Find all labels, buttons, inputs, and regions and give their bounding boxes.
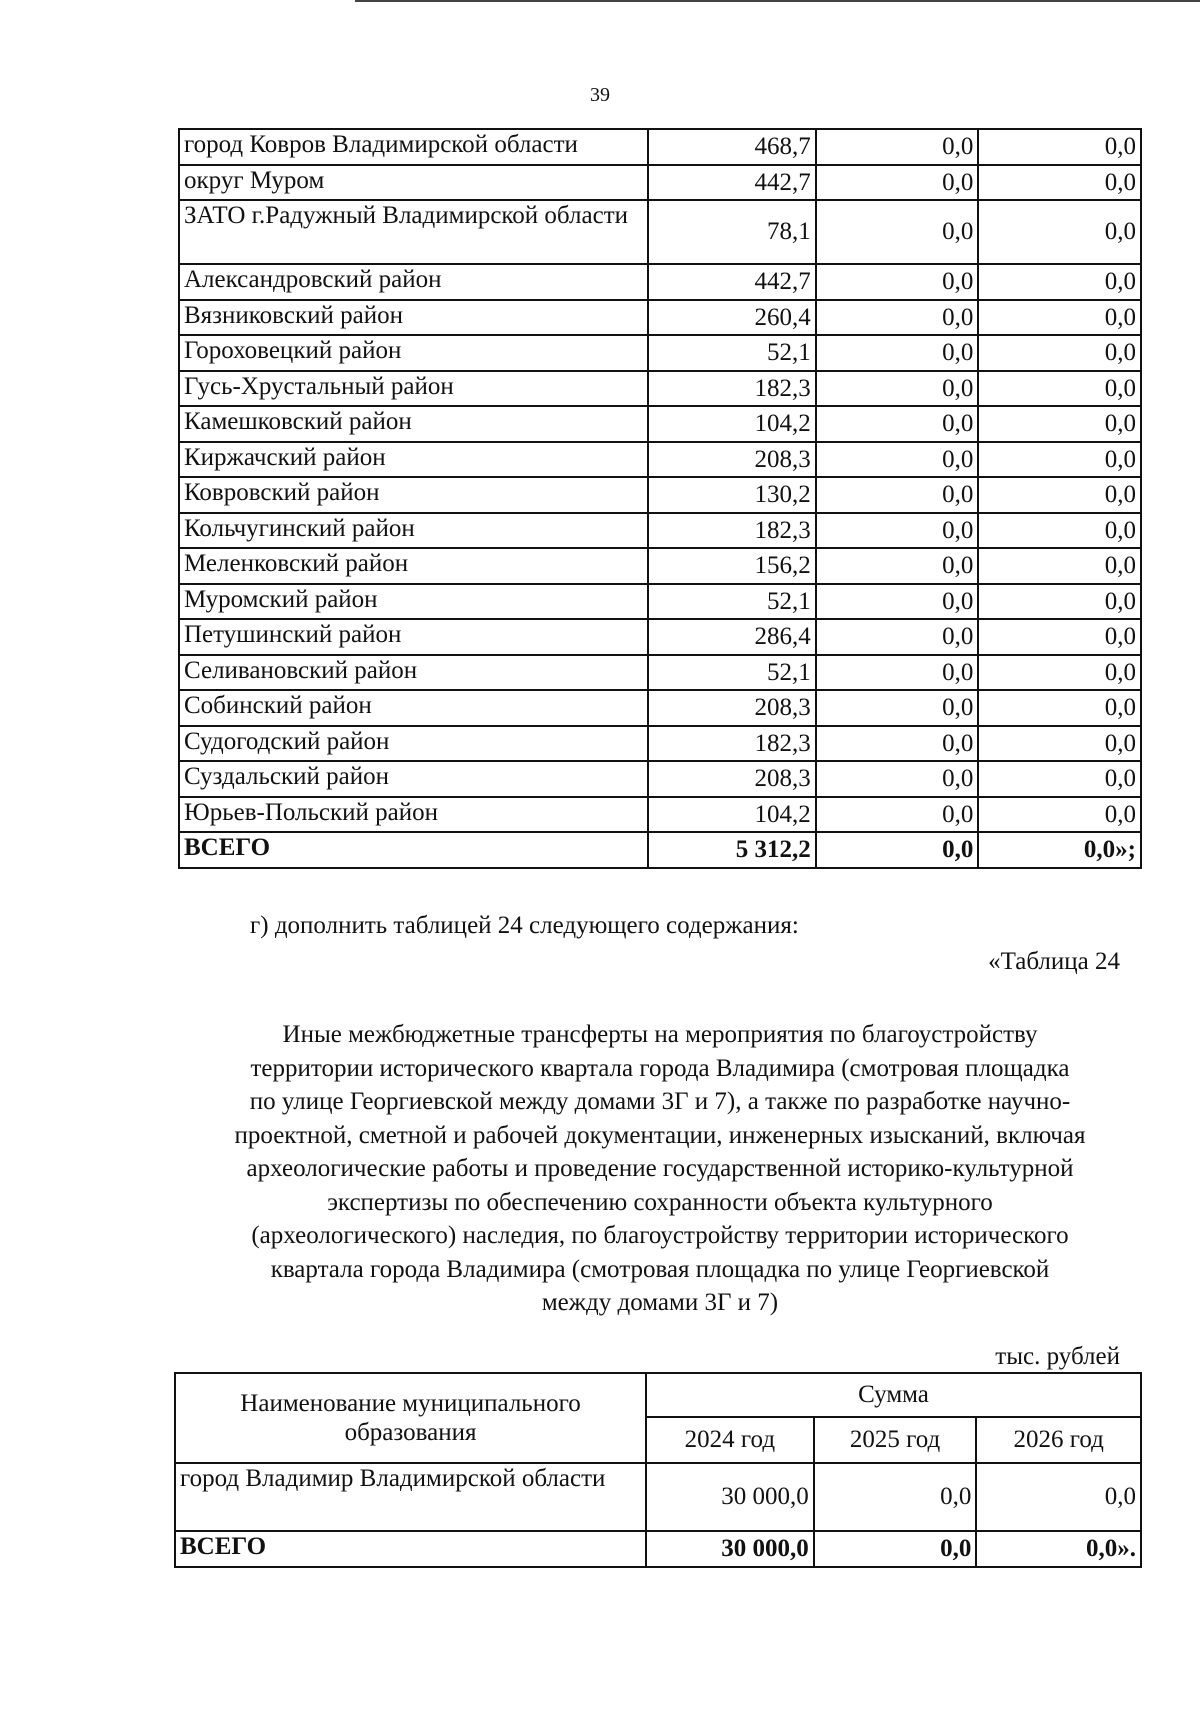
- row-value-2024: 78,1: [648, 200, 816, 264]
- table-row: [179, 129, 1141, 165]
- total-2026-value: 0,0: [1086, 1535, 1118, 1563]
- row-value-2024: 208,3: [648, 442, 816, 478]
- row-value-2024: 442,7: [648, 165, 816, 201]
- row-value-2025: 0,0: [816, 165, 979, 201]
- table-row: [179, 406, 1141, 442]
- row-value-2026: 0,0: [978, 371, 1141, 407]
- row-name: Кольчугинский район: [179, 513, 648, 549]
- row-value-2025: 0,0: [816, 655, 979, 691]
- row-value-2026: 0,0: [978, 477, 1141, 513]
- total-2026: [978, 832, 1141, 868]
- row-name: Судогодский район: [179, 726, 648, 762]
- row-value-2024: 468,7: [648, 129, 816, 165]
- row-value-2026: 0,0: [978, 165, 1141, 201]
- row-value-2024: 208,3: [648, 761, 816, 797]
- row-value-2025: 0,0: [814, 1463, 977, 1531]
- row-value-2025: 0,0: [816, 300, 979, 336]
- row-name: Меленковский район: [179, 548, 648, 584]
- row-value-2026: 0,0: [978, 406, 1141, 442]
- row-value-2025: 0,0: [816, 548, 979, 584]
- total-2026-value: 0,0: [1083, 836, 1116, 864]
- total-2026: [976, 1531, 1141, 1567]
- row-value-2026: 0,0: [978, 300, 1141, 336]
- heading-line: по улице Георгиевской между домами 3Г и 7), а также по разработке научно-: [249, 1088, 1071, 1115]
- row-value-2025: 0,0: [816, 619, 979, 655]
- row-value-2025: 0,0: [816, 726, 979, 762]
- header-year-2026: 2026 год: [976, 1417, 1141, 1463]
- table-24: [174, 1372, 1142, 1568]
- row-name: город Владимир Владимирской области: [175, 1463, 646, 1531]
- row-name: Муромский район: [179, 584, 648, 620]
- row-value-2025: 0,0: [816, 264, 979, 300]
- row-name: Гусь-Хрустальный район: [179, 371, 648, 407]
- total-label: ВСЕГО: [175, 1531, 646, 1567]
- table-row: [179, 797, 1141, 833]
- row-name: ЗАТО г.Радужный Владимирской области: [179, 200, 648, 264]
- table-row: [175, 1463, 1141, 1531]
- total-2024: 30 000,0: [646, 1531, 814, 1567]
- row-value-2026: 0,0: [978, 690, 1141, 726]
- table-row: [179, 690, 1141, 726]
- row-value-2026: 0,0: [978, 442, 1141, 478]
- row-name: Селивановский район: [179, 655, 648, 691]
- row-value-2026: 0,0: [978, 129, 1141, 165]
- heading-line: между домами 3Г и 7): [541, 1289, 779, 1316]
- page-number: 39: [590, 84, 610, 106]
- unit-label: тыс. рублей: [995, 1343, 1120, 1370]
- row-value-2025: 0,0: [816, 335, 979, 371]
- total-2024: 5 312,2: [648, 832, 816, 868]
- heading-line: экспертизы по обеспечению сохранности объекта культурного: [327, 1188, 993, 1216]
- table-row: [179, 264, 1141, 300]
- heading-line: квартала города Владимира (смотровая площадка по улице Георгиевской: [270, 1255, 1050, 1283]
- row-value-2026: 0,0: [978, 513, 1141, 549]
- header-municipality: Наименование муниципального образования: [175, 1373, 646, 1463]
- row-value-2026: 0,0: [978, 797, 1141, 833]
- row-value-2024: 286,4: [648, 619, 816, 655]
- row-name: Киржачский район: [179, 442, 648, 478]
- table-row: [179, 335, 1141, 371]
- row-value-2024: 104,2: [648, 797, 816, 833]
- header-year-2024: 2024 год: [646, 1417, 814, 1463]
- heading-line: Иные межбюджетные трансферты на мероприятия по благоустройству: [282, 1021, 1038, 1048]
- table-row: [179, 584, 1141, 620]
- row-name: Суздальский район: [179, 761, 648, 797]
- row-value-2024: 130,2: [648, 477, 816, 513]
- header-year-2025: 2025 год: [814, 1417, 977, 1463]
- table-row: [179, 477, 1141, 513]
- row-value-2025: 0,0: [816, 797, 979, 833]
- table-row: [179, 200, 1141, 264]
- row-value-2025: 0,0: [816, 584, 979, 620]
- closing-quote: »;: [1115, 836, 1136, 864]
- row-value-2025: 0,0: [816, 690, 979, 726]
- total-row: [175, 1531, 1141, 1567]
- row-value-2026: 0,0: [978, 335, 1141, 371]
- row-value-2024: 156,2: [648, 548, 816, 584]
- row-value-2024: 442,7: [648, 264, 816, 300]
- table-row: [179, 726, 1141, 762]
- table-row: [179, 371, 1141, 407]
- total-2025: 0,0: [816, 832, 979, 868]
- table-row: [179, 513, 1141, 549]
- heading-line: проектной, сметной и рабочей документации, инженерных изысканий, включая: [234, 1121, 1086, 1149]
- row-value-2024: 52,1: [648, 335, 816, 371]
- row-value-2024: 52,1: [648, 655, 816, 691]
- top-border-line: [355, 0, 1200, 2]
- table-row: [179, 619, 1141, 655]
- row-value-2024: 182,3: [648, 513, 816, 549]
- row-value-2026: 0,0: [978, 726, 1141, 762]
- row-value-2025: 0,0: [816, 442, 979, 478]
- row-value-2024: 260,4: [648, 300, 816, 336]
- total-label: ВСЕГО: [179, 832, 648, 868]
- row-name: округ Муром: [179, 165, 648, 201]
- row-value-2025: 0,0: [816, 513, 979, 549]
- header-sum: Сумма: [646, 1373, 1141, 1417]
- row-value-2024: 182,3: [648, 371, 816, 407]
- total-2025: 0,0: [814, 1531, 977, 1567]
- row-name: Собинский район: [179, 690, 648, 726]
- row-value-2025: 0,0: [816, 406, 979, 442]
- row-value-2026: 0,0: [978, 619, 1141, 655]
- table-24-label: «Таблица 24: [988, 948, 1120, 975]
- row-value-2024: 104,2: [648, 406, 816, 442]
- table-24-heading: [180, 1018, 1140, 1320]
- row-name: Александровский район: [179, 264, 648, 300]
- row-value-2025: 0,0: [816, 477, 979, 513]
- row-name: Петушинский район: [179, 619, 648, 655]
- row-value-2026: 0,0: [978, 264, 1141, 300]
- table-row: [179, 761, 1141, 797]
- row-value-2026: 0,0: [978, 761, 1141, 797]
- row-value-2026: 0,0: [976, 1463, 1141, 1531]
- table-row: [179, 548, 1141, 584]
- row-name: Юрьев-Польский район: [179, 797, 648, 833]
- heading-line: территории исторического квартала города Владимира (смотровая площадка: [250, 1054, 1070, 1082]
- row-value-2025: 0,0: [816, 371, 979, 407]
- table-row: [179, 442, 1141, 478]
- row-name: Камешковский район: [179, 406, 648, 442]
- heading-line: археологические работы и проведение государственной историко-культурной: [246, 1155, 1074, 1182]
- row-value-2026: 0,0: [978, 548, 1141, 584]
- table-row: [179, 165, 1141, 201]
- row-name: город Ковров Владимирской области: [179, 129, 648, 165]
- supplement-instruction: г) дополнить таблицей 24 следующего содержания:: [250, 912, 799, 939]
- row-value-2024: 30 000,0: [646, 1463, 814, 1531]
- row-name: Ковровский район: [179, 477, 648, 513]
- heading-line: (археологического) наследия, по благоустройству территории исторического: [251, 1222, 1069, 1249]
- row-value-2026: 0,0: [978, 584, 1141, 620]
- transfers-table-continued: [178, 128, 1142, 869]
- table-row: [179, 655, 1141, 691]
- row-value-2025: 0,0: [816, 200, 979, 264]
- row-value-2026: 0,0: [978, 655, 1141, 691]
- row-value-2024: 182,3: [648, 726, 816, 762]
- row-value-2024: 208,3: [648, 690, 816, 726]
- row-value-2025: 0,0: [816, 761, 979, 797]
- row-name: Гороховецкий район: [179, 335, 648, 371]
- row-name: Вязниковский район: [179, 300, 648, 336]
- total-row: [179, 832, 1141, 868]
- row-value-2026: 0,0: [978, 200, 1141, 264]
- row-value-2024: 52,1: [648, 584, 816, 620]
- closing-quote: ».: [1117, 1535, 1136, 1563]
- table-row: [179, 300, 1141, 336]
- row-value-2025: 0,0: [816, 129, 979, 165]
